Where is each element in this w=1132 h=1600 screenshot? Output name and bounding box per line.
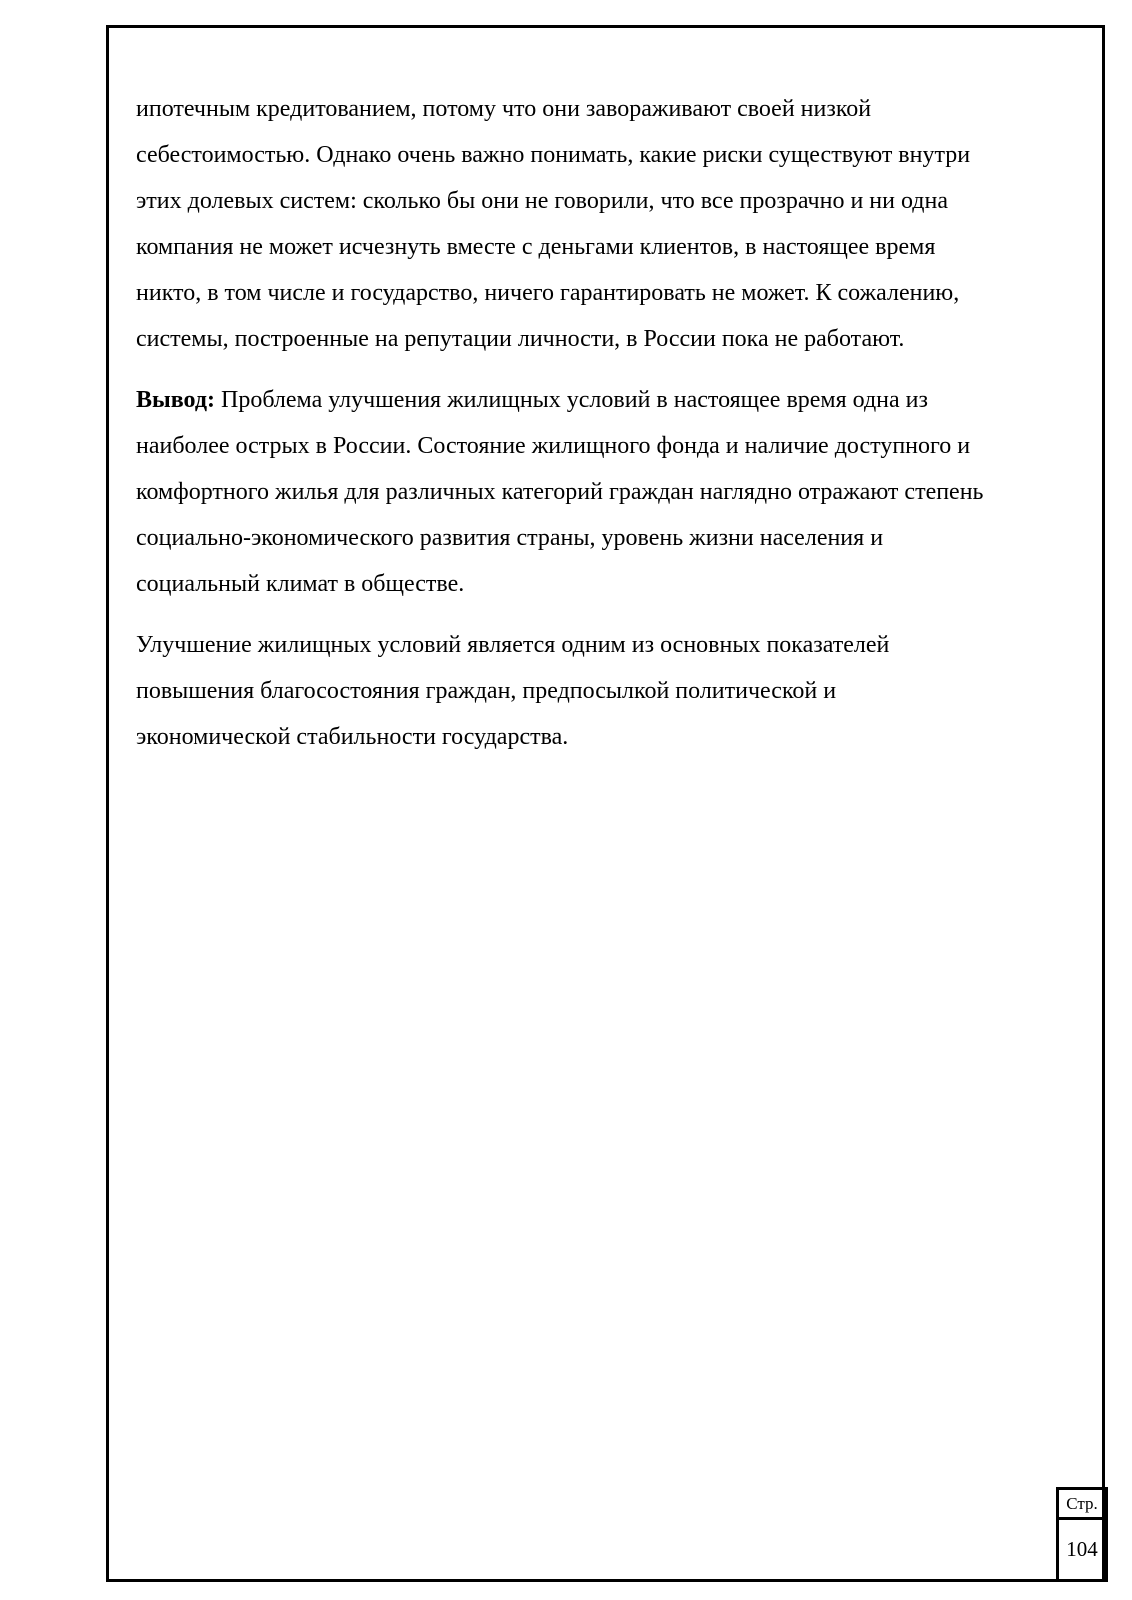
paragraph-line: системы, построенные на репутации личности, в России пока не работают. [136, 326, 905, 352]
paragraph-1 [136, 86, 1091, 362]
paragraph-line: себестоимостью. Однако очень важно понимать, какие риски существуют внутри [136, 142, 971, 168]
page-number: 104 [1056, 1517, 1108, 1582]
paragraph-line: компания не может исчезнуть вместе с деньгами клиентов, в настоящее время [136, 234, 936, 260]
paragraph-line: социальный климат в обществе. [136, 571, 465, 597]
paragraph-line: этих долевых систем: сколько бы они не говорили, что все прозрачно и ни одна [136, 188, 949, 214]
paragraph-line: наиболее острых в России. Состояние жилищного фонда и наличие доступного и [136, 433, 971, 459]
paragraph-line [136, 377, 1091, 423]
conclusion-lead: Вывод: [136, 387, 215, 413]
document-body [136, 86, 1091, 775]
paragraph-line: экономической стабильности государства. [136, 724, 569, 750]
page-number-box [1056, 1487, 1108, 1582]
paragraph-3 [136, 622, 1091, 760]
page-label: Стр. [1056, 1487, 1108, 1520]
paragraph-line: социально-экономического развития страны, уровень жизни населения и [136, 525, 884, 551]
paragraph-line: Улучшение жилищных условий является одним из основных показателей [136, 632, 890, 658]
paragraph-line: комфортного жилья для различных категорий граждан наглядно отражают степень [136, 479, 984, 505]
paragraph-line-text: Проблема улучшения жилищных условий в настоящее время одна из [214, 387, 928, 413]
paragraph-line: ипотечным кредитованием, потому что они завораживают своей низкой [136, 96, 872, 122]
paragraph-conclusion [136, 377, 1091, 607]
paragraph-line: никто, в том числе и государство, ничего гарантировать не может. К сожалению, [136, 280, 960, 306]
paragraph-line: повышения благосостояния граждан, предпосылкой политической и [136, 678, 837, 704]
